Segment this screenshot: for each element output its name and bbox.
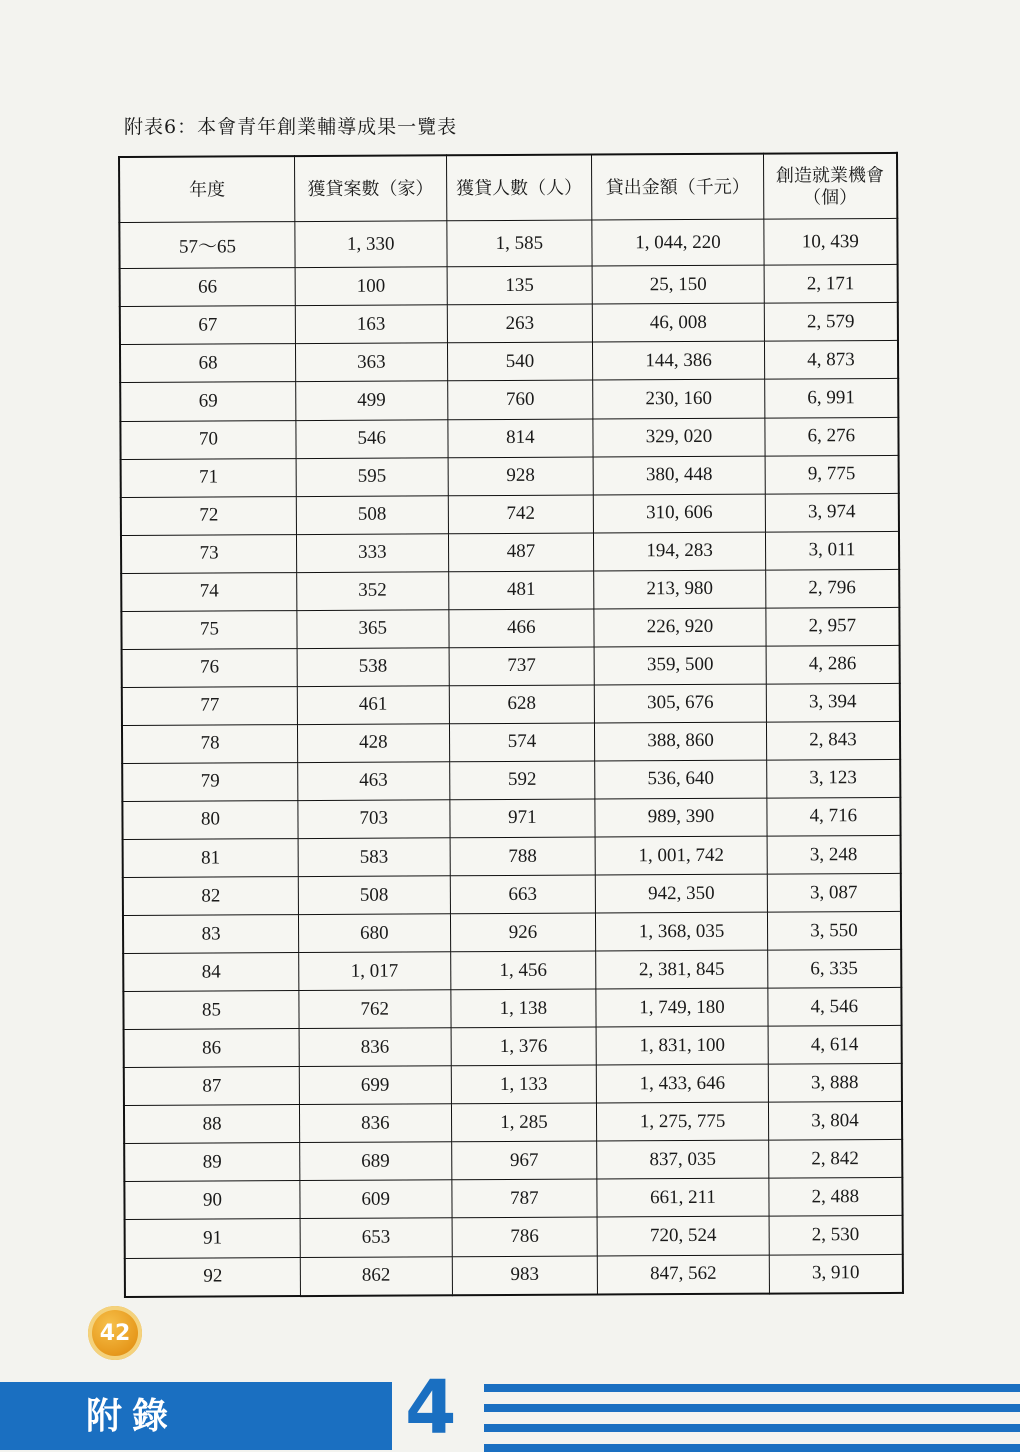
table-row [122, 797, 900, 839]
cell-jobs-created: 2, 488 [769, 1178, 903, 1217]
cell-loan-cases: 428 [297, 724, 449, 763]
table-row [121, 569, 899, 611]
cell-year: 83 [123, 915, 299, 954]
stripe-line [484, 1384, 1020, 1392]
cell-jobs-created: 3, 550 [767, 912, 901, 951]
cell-jobs-created: 2, 579 [764, 303, 898, 342]
cell-year: 57～65 [119, 222, 295, 269]
cell-borrowers: 788 [450, 837, 596, 876]
cell-jobs-created: 4, 614 [768, 1026, 902, 1065]
table-row [122, 759, 900, 801]
table-row [124, 1064, 902, 1106]
cell-year: 82 [123, 877, 299, 916]
cell-loan-cases: 463 [298, 762, 450, 801]
cell-loan-amount: 310, 606 [594, 494, 766, 533]
cell-jobs-created: 2, 796 [765, 569, 899, 608]
cell-loan-cases: 461 [297, 686, 449, 725]
cell-loan-cases: 699 [299, 1066, 451, 1105]
cell-borrowers: 263 [447, 304, 593, 343]
cell-borrowers: 1, 285 [451, 1103, 597, 1142]
cell-loan-cases: 546 [296, 419, 448, 458]
cell-loan-amount: 1, 275, 775 [597, 1102, 769, 1141]
table-row [123, 988, 901, 1030]
cell-year: 86 [124, 1029, 300, 1068]
cell-borrowers: 628 [449, 685, 595, 724]
cell-year: 76 [122, 648, 298, 687]
cell-year: 88 [124, 1105, 300, 1144]
cell-year: 67 [120, 306, 296, 345]
cell-loan-cases: 653 [300, 1218, 452, 1257]
cell-loan-amount: 380, 448 [593, 456, 765, 495]
cell-year: 81 [123, 839, 299, 878]
table-row [124, 1026, 902, 1068]
cell-loan-amount: 2, 381, 845 [596, 950, 768, 989]
cell-borrowers: 967 [451, 1141, 597, 1180]
cell-borrowers: 663 [450, 875, 596, 914]
cell-loan-cases: 689 [300, 1142, 452, 1181]
cell-loan-amount: 837, 035 [597, 1140, 769, 1179]
cell-year: 92 [125, 1257, 301, 1297]
cell-borrowers: 971 [449, 799, 595, 838]
cell-loan-cases: 508 [296, 495, 448, 534]
cell-loan-cases: 365 [297, 610, 449, 649]
cell-borrowers: 1, 585 [446, 220, 592, 267]
cell-borrowers: 928 [448, 457, 594, 496]
cell-loan-amount: 359, 500 [594, 646, 766, 685]
cell-borrowers: 760 [447, 380, 593, 419]
table-row [124, 1178, 902, 1220]
cell-borrowers: 742 [448, 495, 594, 534]
cell-loan-cases: 836 [299, 1104, 451, 1143]
header-borrowers: 獲貸人數（人） [446, 155, 592, 221]
cell-loan-amount: 989, 390 [595, 798, 767, 837]
cell-loan-amount: 194, 283 [594, 532, 766, 571]
table-row [123, 912, 901, 954]
table-row [123, 950, 901, 992]
cell-borrowers: 481 [448, 571, 594, 610]
stripe-line [484, 1404, 1020, 1412]
header-jobs-created: 創造就業機會（個） [763, 153, 897, 219]
cell-loan-cases: 508 [298, 876, 450, 915]
cell-year: 69 [120, 382, 296, 421]
cell-loan-amount: 329, 020 [593, 418, 765, 457]
cell-loan-amount: 1, 001, 742 [595, 836, 767, 875]
cell-jobs-created: 2, 842 [768, 1140, 902, 1179]
results-table [118, 152, 904, 1298]
page-number-badge: 42 [88, 1306, 142, 1360]
cell-loan-amount: 1, 749, 180 [596, 988, 768, 1027]
table-row [120, 265, 898, 307]
table-row [125, 1254, 903, 1297]
cell-jobs-created: 4, 546 [768, 988, 902, 1027]
cell-year: 80 [122, 801, 298, 840]
cell-borrowers: 814 [447, 419, 593, 458]
cell-loan-cases: 538 [297, 648, 449, 687]
cell-jobs-created: 3, 087 [767, 873, 901, 912]
cell-loan-cases: 595 [296, 457, 448, 496]
cell-year: 89 [124, 1143, 300, 1182]
stripe-line [484, 1444, 1020, 1452]
header-loan-cases: 獲貸案數（家） [294, 155, 446, 221]
table-row [120, 417, 898, 459]
cell-borrowers: 983 [452, 1256, 598, 1296]
cell-jobs-created: 3, 910 [769, 1254, 903, 1294]
cell-loan-cases: 862 [300, 1256, 452, 1296]
cell-loan-cases: 1, 330 [295, 221, 447, 268]
header-loan-amount: 貸出金額（千元） [592, 154, 764, 220]
cell-year: 78 [122, 724, 298, 763]
cell-borrowers: 1, 456 [450, 951, 596, 990]
cell-year: 79 [122, 762, 298, 801]
cell-year: 77 [122, 686, 298, 725]
cell-loan-cases: 703 [298, 800, 450, 839]
footer-stripes [484, 1382, 1020, 1450]
table-row [122, 645, 900, 687]
cell-loan-amount: 388, 860 [595, 722, 767, 761]
table-row [121, 493, 899, 535]
cell-loan-amount: 144, 386 [593, 342, 765, 381]
cell-loan-amount: 305, 676 [595, 684, 767, 723]
table-row [125, 1216, 903, 1258]
cell-jobs-created: 2, 843 [766, 721, 900, 760]
chapter-number: 4 [405, 1365, 457, 1451]
cell-borrowers: 1, 376 [451, 1027, 597, 1066]
cell-loan-amount: 661, 211 [597, 1179, 769, 1218]
cell-jobs-created: 3, 888 [768, 1064, 902, 1103]
table-header-row [119, 153, 897, 223]
cell-borrowers: 1, 133 [451, 1065, 597, 1104]
cell-year: 71 [121, 458, 297, 497]
cell-loan-cases: 1, 017 [299, 952, 451, 991]
cell-loan-amount: 1, 433, 646 [597, 1064, 769, 1103]
cell-loan-cases: 363 [295, 343, 447, 382]
cell-loan-cases: 680 [298, 914, 450, 953]
cell-year: 85 [123, 991, 299, 1030]
cell-loan-cases: 499 [296, 381, 448, 420]
cell-jobs-created: 6, 335 [767, 950, 901, 989]
cell-borrowers: 135 [447, 266, 593, 305]
cell-jobs-created: 2, 957 [766, 607, 900, 646]
cell-loan-cases: 762 [299, 990, 451, 1029]
table-row [121, 455, 899, 497]
cell-jobs-created: 3, 804 [768, 1102, 902, 1141]
cell-jobs-created: 2, 530 [769, 1216, 903, 1255]
cell-loan-amount: 226, 920 [594, 608, 766, 647]
cell-loan-amount: 213, 980 [594, 570, 766, 609]
table-row [124, 1140, 902, 1182]
cell-year: 75 [121, 610, 297, 649]
table-row [123, 835, 901, 877]
cell-loan-amount: 942, 350 [596, 874, 768, 913]
cell-borrowers: 487 [448, 533, 594, 572]
cell-borrowers: 592 [449, 761, 595, 800]
cell-borrowers: 574 [449, 723, 595, 762]
table-row [121, 607, 899, 649]
table-row [120, 341, 898, 383]
cell-jobs-created: 4, 873 [764, 341, 898, 380]
cell-jobs-created: 3, 011 [765, 531, 899, 570]
cell-loan-amount: 230, 160 [593, 380, 765, 419]
cell-loan-cases: 583 [298, 838, 450, 877]
cell-jobs-created: 4, 716 [767, 797, 901, 836]
table-row [122, 721, 900, 763]
cell-jobs-created: 6, 276 [765, 417, 899, 456]
cell-borrowers: 926 [450, 913, 596, 952]
cell-jobs-created: 3, 123 [766, 759, 900, 798]
cell-loan-cases: 836 [299, 1028, 451, 1067]
cell-loan-cases: 352 [297, 571, 449, 610]
cell-year: 74 [121, 572, 297, 611]
cell-loan-amount: 1, 044, 220 [592, 219, 764, 266]
cell-jobs-created: 6, 991 [764, 379, 898, 418]
cell-loan-cases: 609 [300, 1180, 452, 1219]
table-row [119, 218, 897, 268]
cell-year: 87 [124, 1067, 300, 1106]
cell-jobs-created: 2, 171 [764, 265, 898, 304]
table-row [121, 531, 899, 573]
cell-loan-amount: 847, 562 [598, 1255, 770, 1295]
table-row [122, 683, 900, 725]
cell-loan-amount: 720, 524 [597, 1217, 769, 1256]
cell-jobs-created: 4, 286 [766, 645, 900, 684]
cell-borrowers: 787 [451, 1179, 597, 1218]
table-row [123, 873, 901, 915]
table-row [120, 303, 898, 345]
cell-year: 91 [125, 1219, 301, 1258]
cell-loan-cases: 100 [295, 267, 447, 306]
cell-year: 73 [121, 534, 297, 573]
cell-loan-cases: 163 [295, 305, 447, 344]
cell-borrowers: 786 [452, 1217, 598, 1256]
cell-year: 84 [123, 953, 299, 992]
cell-jobs-created: 3, 394 [766, 683, 900, 722]
cell-jobs-created: 9, 775 [765, 455, 899, 494]
cell-year: 72 [121, 496, 297, 535]
table-body [119, 218, 903, 1297]
cell-loan-amount: 536, 640 [595, 760, 767, 799]
cell-loan-cases: 333 [296, 533, 448, 572]
table-caption: 附表6：本會青年創業輔導成果一覽表 [124, 116, 458, 138]
cell-loan-amount: 1, 831, 100 [596, 1026, 768, 1065]
table-row [120, 379, 898, 421]
cell-year: 90 [124, 1181, 300, 1220]
cell-borrowers: 466 [448, 609, 594, 648]
cell-loan-amount: 25, 150 [592, 265, 764, 304]
cell-jobs-created: 3, 248 [767, 835, 901, 874]
footer-section-bar [0, 1382, 392, 1450]
cell-year: 70 [120, 420, 296, 459]
footer-section-label: 附錄 [86, 1395, 179, 1437]
cell-borrowers: 540 [447, 342, 593, 381]
cell-borrowers: 737 [449, 647, 595, 686]
cell-year: 68 [120, 344, 296, 383]
cell-jobs-created: 3, 974 [765, 493, 899, 532]
cell-loan-amount: 1, 368, 035 [596, 912, 768, 951]
cell-year: 66 [120, 268, 296, 307]
cell-loan-amount: 46, 008 [593, 303, 765, 342]
table-row [124, 1102, 902, 1144]
header-year: 年度 [119, 156, 295, 222]
cell-jobs-created: 10, 439 [764, 218, 898, 265]
stripe-line [484, 1424, 1020, 1432]
cell-borrowers: 1, 138 [450, 989, 596, 1028]
